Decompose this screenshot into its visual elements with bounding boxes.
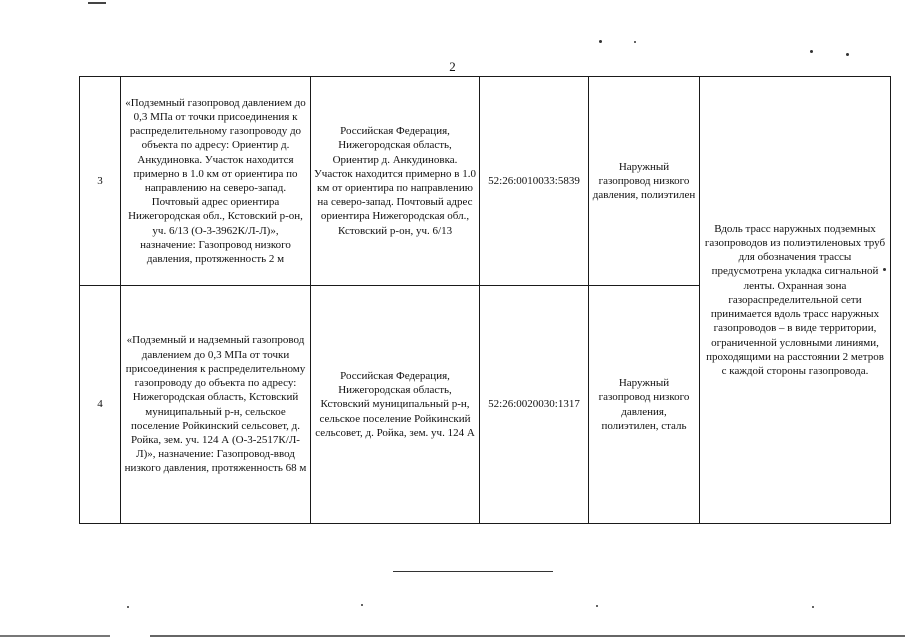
footer-rule	[393, 571, 553, 572]
scan-mark-bottom	[0, 635, 110, 637]
scan-speck	[634, 41, 636, 43]
scan-mark-bottom	[150, 635, 905, 637]
object-description: «Подземный газопровод давлением до 0,3 МПа от точки присоединения к распределительному газопроводу до объекта по адресу: Ориентир д. Анкудиновка. Участок находится примерно в 1.0 км от ориентира по направлению на северо-запад. Почтовый адрес ориентира Нижегородская обл., Кстовский р-он, уч. 6/13 (О-3-3962К/Л-Л)», назначение: Газопровод низкого давления, протяженность 2 м	[121, 77, 311, 286]
gas-pipeline-table	[79, 76, 891, 524]
scan-speck	[883, 268, 886, 271]
pipeline-type: Наружный газопровод низкого давления, полиэтилен	[589, 77, 700, 286]
pipeline-type: Наружный газопровод низкого давления, полиэтилен, сталь	[589, 286, 700, 524]
scan-speck	[812, 606, 814, 608]
cadastral-number: 52:26:0010033:5839	[480, 77, 589, 286]
scan-speck	[596, 605, 598, 607]
object-description: «Подземный и надземный газопровод давлением до 0,3 МПа от точки присоединения к распределительному газопроводу до объекта по адресу: Нижегородская область, Кстовский муниципальный р-н, сельское поселение Ройкинский сельсовет, д. Ройка, зем. уч. 124 А (О-3-2517К/Л-Л)», назначение: Газопровод-ввод низкого давления, протяженность 68 м	[121, 286, 311, 524]
protection-zone-description: Вдоль трасс наружных подземных газопроводов из полиэтиленовых труб для обозначения трассы предусмотрена укладка сигнальной ленты. Охранная зона газораспределительной сети принимается вдоль трасс наружных газопроводов – в виде территории, ограниченной условными линиями, проходящими на расстоянии 2 метров с каждой стороны газопровода.	[700, 77, 891, 524]
scan-speck	[127, 606, 129, 608]
row-number: 4	[80, 286, 121, 524]
object-address: Российская Федерация, Нижегородская область, Кстовский муниципальный р-н, сельское поселение Ройкинский сельсовет, д. Ройка, зем. уч. 124 А	[311, 286, 480, 524]
scan-speck	[361, 604, 363, 606]
cadastral-number: 52:26:0020030:1317	[480, 286, 589, 524]
scan-speck	[810, 50, 813, 53]
scan-speck	[599, 40, 602, 43]
table-row	[80, 77, 891, 286]
page-number: 2	[449, 59, 456, 74]
object-address: Российская Федерация, Нижегородская область, Ориентир д. Анкудиновка. Участок находится примерно в 1.0 км от ориентира по направлению на северо-запад. Почтовый адрес ориентира Нижегородская обл., Кстовский р-он, уч. 6/13	[311, 77, 480, 286]
scan-mark-top	[88, 2, 106, 4]
scan-speck	[846, 53, 849, 56]
row-number: 3	[80, 77, 121, 286]
